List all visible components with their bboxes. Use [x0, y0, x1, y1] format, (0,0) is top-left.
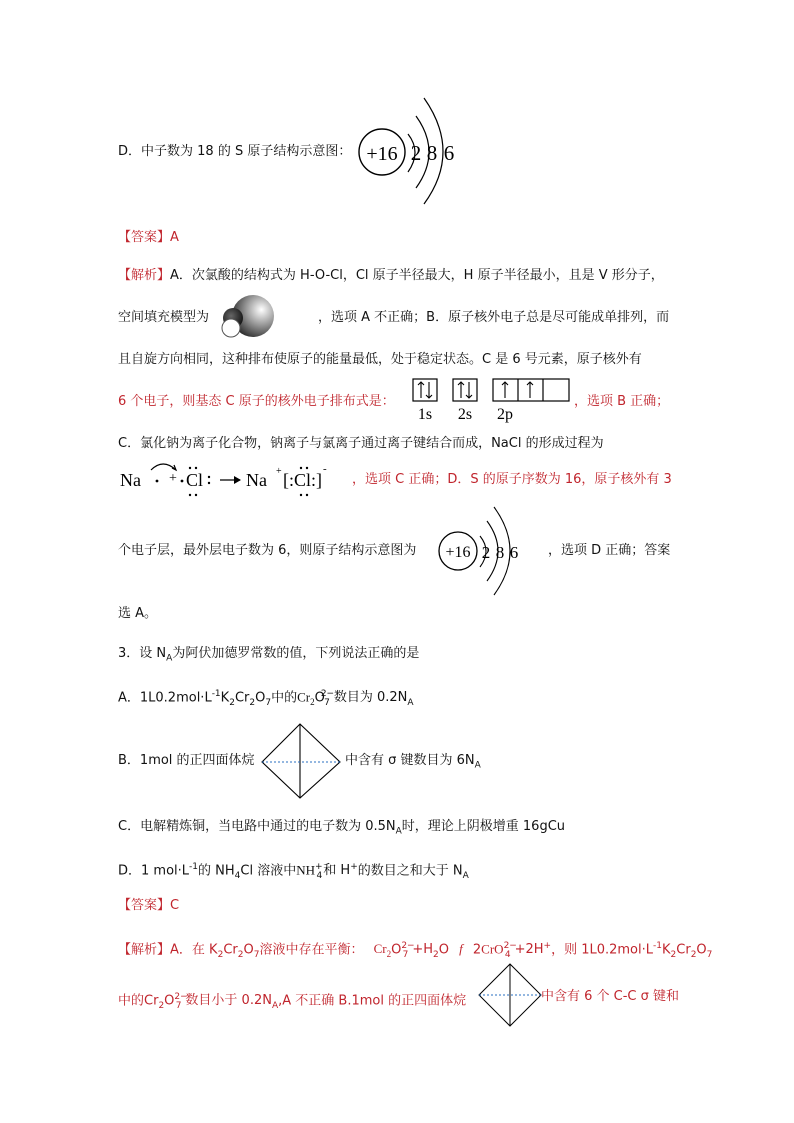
q3-d-mid: 的 NH	[198, 863, 235, 879]
q3-x1eq-f: f	[459, 941, 463, 957]
q3-analysis-tag: 【解析】	[118, 942, 171, 958]
q3-b-post-sub: A	[474, 760, 481, 771]
q3-d-sup: -1	[189, 862, 199, 872]
q3-option-b	[118, 751, 255, 771]
answer-line	[118, 228, 179, 248]
shell-1-count: 2	[410, 141, 422, 165]
q3-d-ion: NH	[296, 862, 315, 878]
tetrahedrane-diagram-2	[477, 962, 543, 1028]
q3-a-ion: Cr	[297, 689, 311, 705]
hclo-space-filling-model	[215, 294, 279, 342]
nucleus-label-2: +16	[445, 544, 471, 561]
q3-x1eq-g: +2H	[514, 942, 544, 958]
orbital-2s-label: 2s	[457, 406, 473, 423]
q3-x2d: 中含有 6 个 C-C σ 键和	[541, 989, 680, 1004]
q3-d-rest: 的数目之和大于 N	[357, 863, 463, 879]
q3-d-mid2: Cl 溶液中	[240, 863, 297, 879]
answer-value: A	[170, 230, 179, 245]
q3-answer-line	[118, 896, 179, 916]
q3-d-rest-sub: A	[462, 870, 469, 881]
q3-c-rest: 时，理论上阴极增重 16gCu	[401, 819, 566, 834]
carbon-orbital-diagram	[409, 377, 573, 425]
shell-2-count: 8	[426, 141, 438, 165]
q3-x2c: ,A 不正确 B.1mol 的正四面体烷	[278, 993, 467, 1009]
analysis-line-3	[118, 350, 642, 370]
q3-b-pre: B．1mol 的正四面体烷	[118, 753, 255, 768]
q3-stem-sub: A	[166, 653, 173, 664]
eq-product-na: Na	[246, 470, 267, 490]
orbital-2p-label: 2p	[497, 406, 513, 423]
q3-answer-tag: 【答案】	[118, 898, 171, 913]
q3-x1eq-b: +H	[412, 942, 434, 958]
q3-a-end-sub: A	[407, 697, 414, 708]
q3-x1eq-d: 2	[472, 942, 482, 958]
analysis-text-2b: ，选项 A 不正确；B．原子核外电子总是尽可能成单排列，而	[318, 310, 670, 325]
analysis-text-2a: 空间填充模型为	[118, 310, 210, 325]
q3-analysis-line-2b	[541, 987, 679, 1007]
analysis-text-7b: ，选项 D 正确；答案	[548, 543, 671, 558]
shell-2-count-2: 8	[495, 543, 505, 562]
analysis-line-8	[118, 604, 157, 624]
svg-text:+: +	[169, 471, 177, 486]
q3-x1eq-e: CrO	[481, 941, 504, 957]
q3-x1b: 溶液中存在平衡：	[259, 942, 364, 958]
eq-na: Na	[120, 470, 141, 490]
orbital-1s-label: 1s	[417, 406, 433, 423]
q3-answer-value: C	[170, 898, 180, 913]
analysis-line-1	[118, 266, 664, 286]
analysis-text-1: A．次氯酸的结构式为 H-O-Cl，Cl 原子半径最大，H 原子半径最小，且是 V 形分子，	[170, 268, 664, 283]
q3-d-plus: +	[350, 862, 358, 872]
q3-option-a: A．$1L0.2mol\cdot L^{-1}K_2Cr_2O_7$中的$Cr_2O^{2-}_7$ 数目为 $0.2N_A$	[118, 689, 414, 708]
q3-x1d: K	[662, 942, 671, 958]
analysis-text-4a: 6 个电子，则基态 C 原子的核外电子排布式是：	[118, 394, 395, 409]
analysis-text-4b: ，选项 B 正确；	[574, 394, 670, 409]
q3-x1a: A．在 K	[170, 942, 218, 958]
analysis-line-5	[118, 434, 604, 454]
q3-a-end: 数目为 0.2N	[333, 690, 408, 706]
q3-stem-a: 3．设 N	[118, 646, 167, 661]
svg-text:-: -	[323, 463, 327, 475]
analysis-line-7b	[548, 541, 670, 561]
tetrahedrane-diagram	[260, 722, 344, 800]
analysis-line-4b	[574, 392, 669, 412]
analysis-text-6: ，选项 C 正确；D．S 的原子序数为 16，原子核外有 3	[352, 472, 672, 487]
analysis-line-2b	[318, 308, 669, 328]
s-atom-structure-diagram-2	[437, 505, 529, 599]
q3-stem-rest: 为阿伏加德罗常数的值，下列说法正确的是	[172, 646, 420, 661]
analysis-tag: 【解析】	[118, 268, 171, 283]
analysis-text-3: 且自旋方向相同，这种排布使原子的能量最低，处于稳定状态。C 是 6 号元素，原子核外有	[118, 352, 642, 367]
q3-a-post: 中的	[271, 690, 298, 706]
q3-a-pre: A．1L0.2mol·L	[118, 690, 212, 706]
answer-tag: 【答案】	[118, 230, 171, 245]
analysis-line-4	[118, 392, 395, 412]
q3-option-c	[118, 817, 565, 842]
q3-option-d: D．1 $mol\cdot L^{-1}$的 $NH_4Cl$ 溶液中$NH^+_4$和 H+的数目之和大于 $N_A$	[118, 862, 469, 881]
q3-a-k: K	[220, 690, 230, 706]
analysis-line-6	[352, 470, 672, 490]
eq-cl: Cl	[186, 470, 204, 490]
s-atom-structure-diagram	[356, 94, 466, 206]
q3-d-and: 和 H	[323, 863, 351, 879]
svg-text:+: +	[276, 466, 282, 477]
option-d	[118, 142, 351, 162]
shell-3-count: 6	[443, 141, 455, 165]
analysis-text-8: 选 A。	[118, 606, 158, 621]
option-d-text: D．中子数为 18 的 S 原子结构示意图：	[118, 144, 352, 159]
analysis-text-5: C．氯化钠为离子化合物，钠离子与氯离子通过离子键结合而成，NaCl 的形成过程为	[118, 436, 604, 451]
q3-c-sub: A	[395, 826, 402, 837]
q3-stem	[118, 644, 419, 669]
analysis-line-7	[118, 541, 416, 561]
q3-c-text: C．电解精炼铜，当电路中通过的电子数为 0.5N	[118, 819, 396, 834]
q3-x2b: 数目小于 0.2N	[185, 993, 272, 1009]
q3-x1c: ，则 1L0.2mol·L	[551, 942, 654, 958]
q3-option-b-post	[345, 751, 481, 776]
q3-a-cr: Cr	[234, 690, 250, 706]
q3-analysis-line-2: 中的$Cr_2O^{2-}_7$ 数目小于 $0.2N_A,A$ 不正确 B.1mol 的正四面体烷	[118, 992, 467, 1011]
nucleus-label: +16	[366, 143, 398, 165]
analysis-text-7a: 个电子层，最外层电子数为 6，则原子结构示意图为	[118, 543, 417, 558]
nacl-formation-equation	[120, 458, 338, 500]
q3-b-post: 中含有 σ 键数目为 6N	[345, 753, 475, 768]
q3-d-pre: D．1 mol·L	[118, 863, 190, 879]
q3-x1eq-a: Cr	[373, 941, 387, 957]
q3-x1eq-c: O	[438, 942, 449, 958]
shell-1-count-2: 2	[481, 543, 491, 562]
eq-bracket-cl: [:Cl:]	[283, 470, 322, 490]
analysis-line-2	[118, 308, 209, 328]
q3-a-sup: -1	[211, 689, 221, 699]
q3-x2a: 中的	[118, 993, 145, 1009]
shell-3-count-2: 6	[509, 543, 519, 562]
q3-analysis-line-1: 【解析】A．在 $K_2Cr_2O_7$溶液中存在平衡： $Cr_2O^{2-}_7 +H_2O$ f 2CrO$^{2-}_4$ +2H+，则 $1L0.2mol\cdot L^{-1}K_2Cr_2O_7$	[118, 941, 713, 960]
